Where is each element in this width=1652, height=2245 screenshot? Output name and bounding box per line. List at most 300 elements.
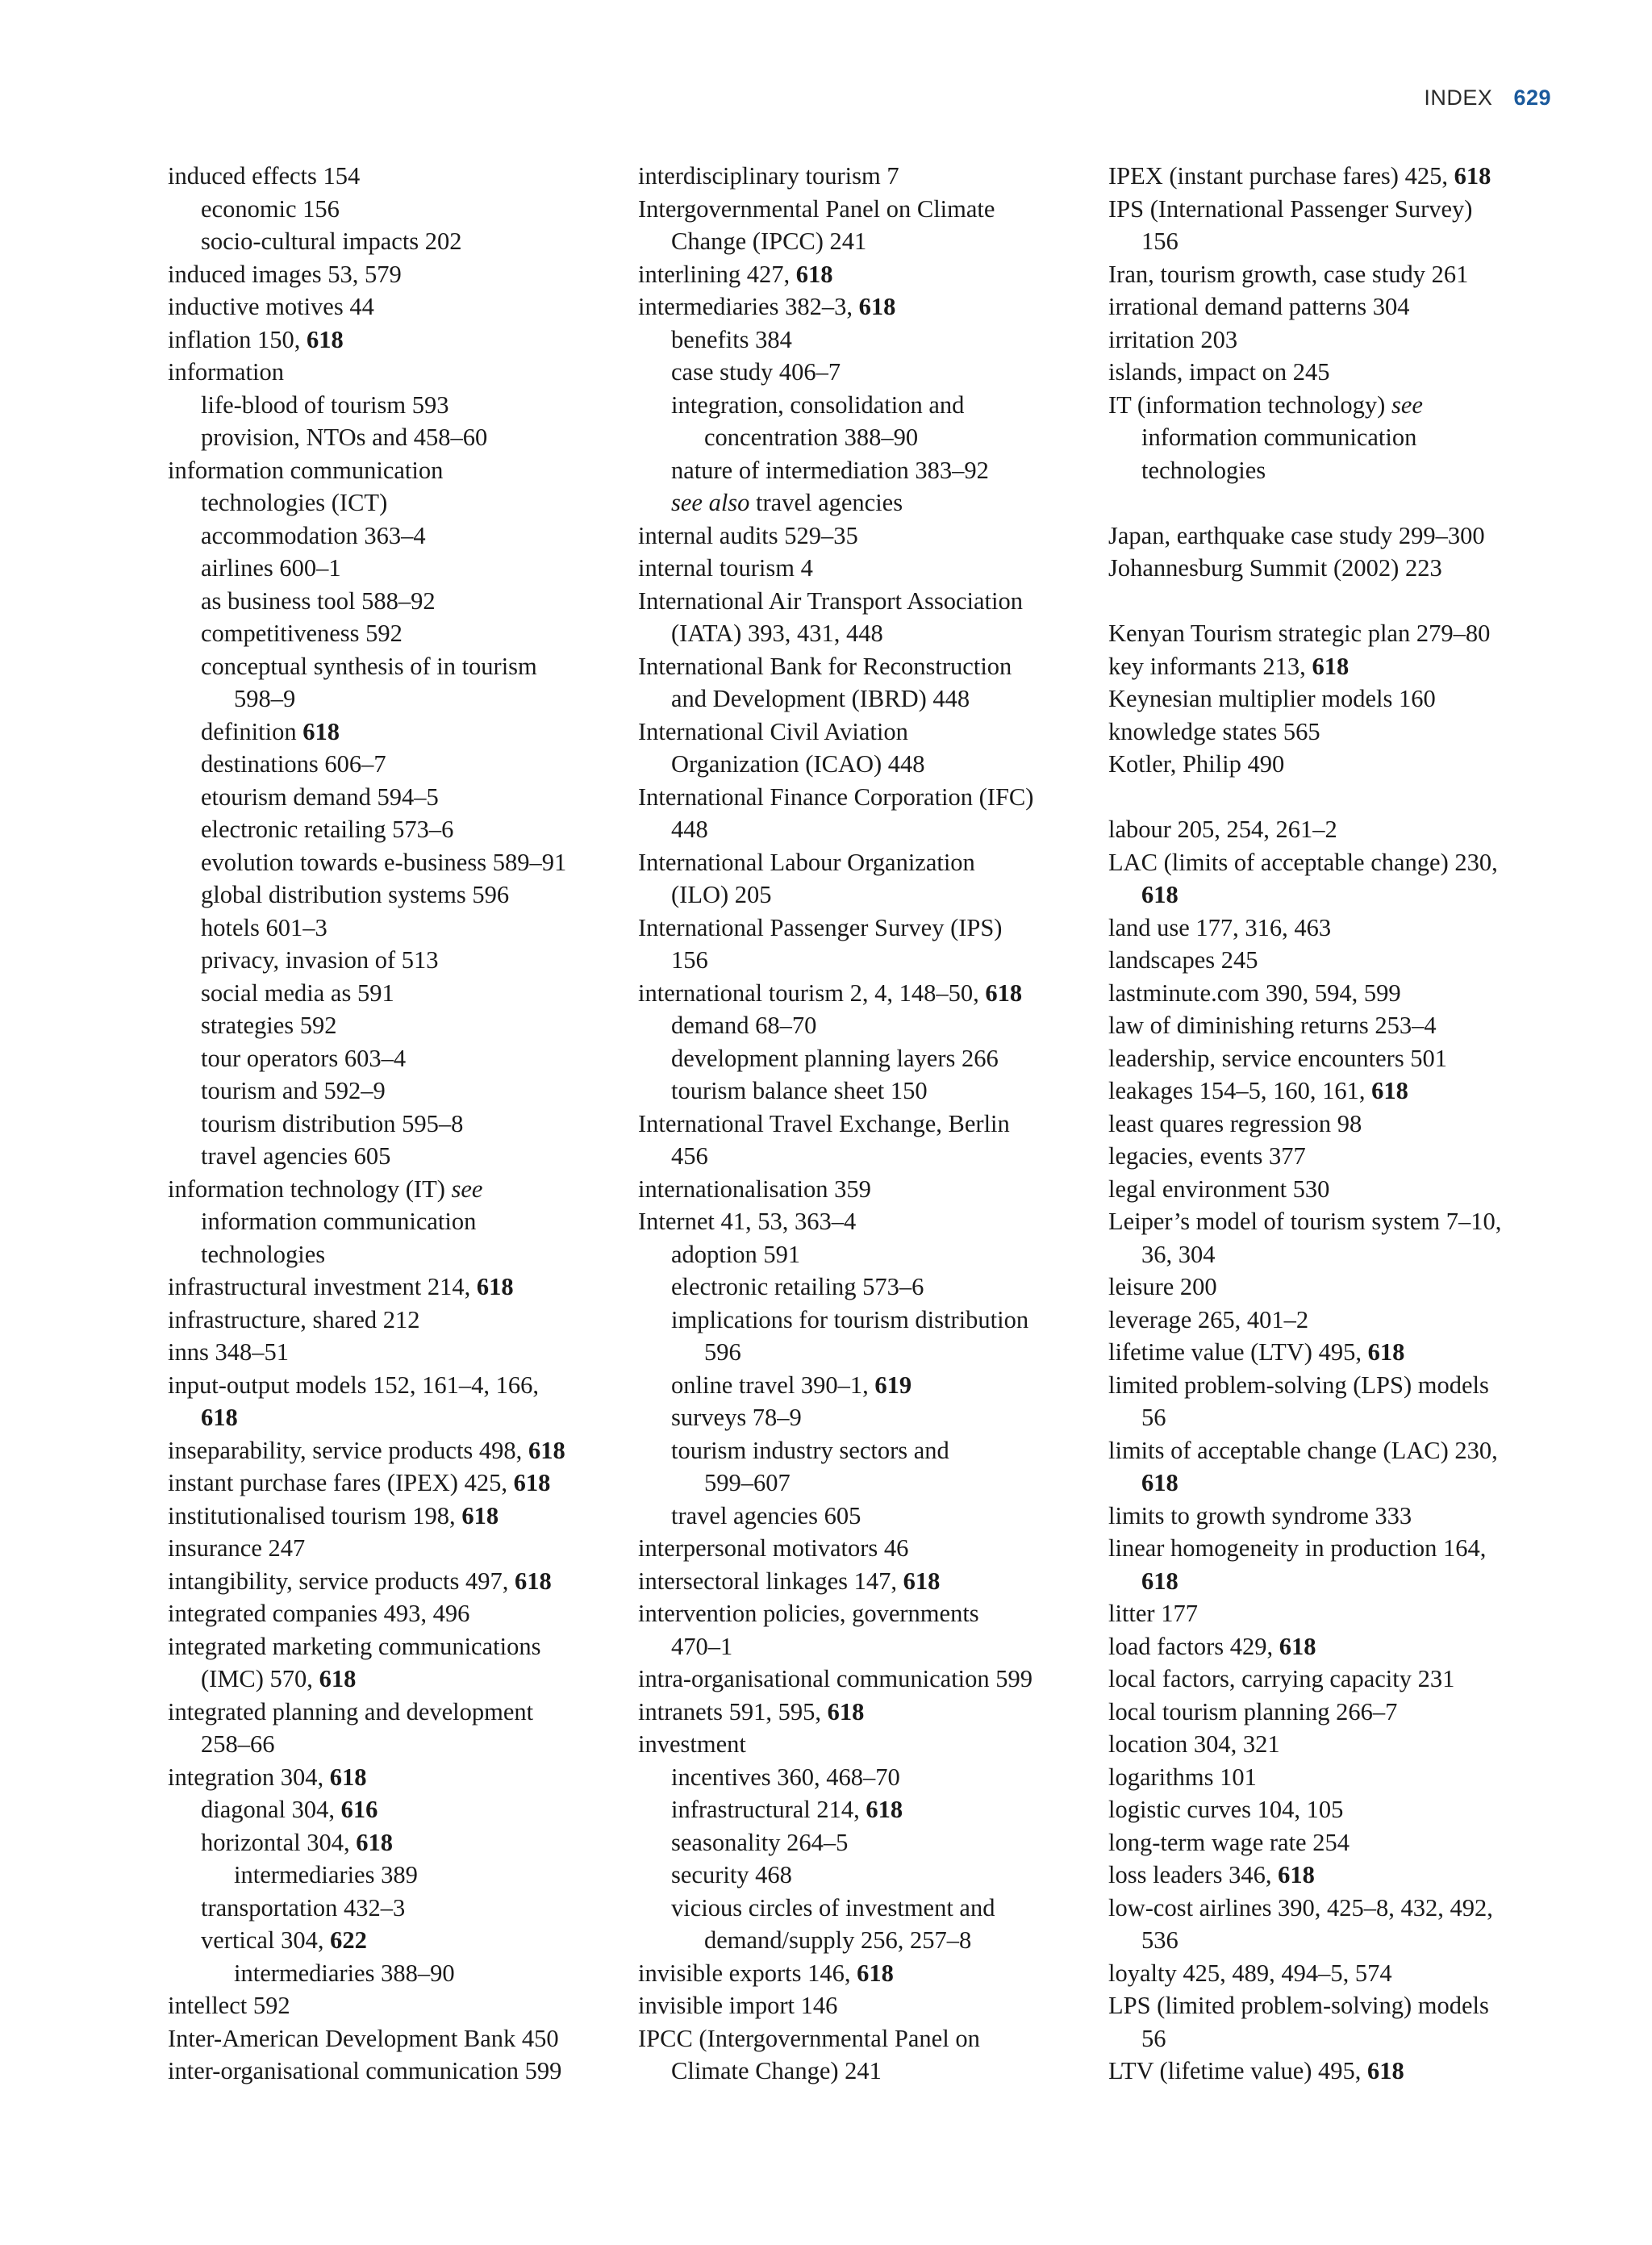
index-subentry <box>638 944 1078 977</box>
index-entry-text: landscapes 245 <box>1108 946 1258 974</box>
index-entry <box>168 356 607 389</box>
index-entry <box>638 1989 1078 2022</box>
index-entry-text: 618 <box>903 1567 941 1595</box>
index-entry-text: limits to growth syndrome 333 <box>1108 1501 1412 1529</box>
index-entry-text: and Development (IBRD) 448 <box>671 685 970 712</box>
index-entry-text: technologies <box>201 1240 326 1268</box>
index-subentry <box>638 748 1078 781</box>
index-entry <box>168 323 607 357</box>
index-entry-text: 618 <box>476 1273 514 1300</box>
index-entry-text: case study 406–7 <box>671 358 841 386</box>
index-entry-text: infrastructural investment 214, <box>168 1273 477 1300</box>
index-subentry <box>638 1304 1078 1337</box>
index-entry-text: Japan, earthquake case study 299–300 <box>1108 521 1485 549</box>
index-subentry <box>638 1075 1078 1108</box>
index-subentry <box>168 1042 607 1075</box>
index-entry <box>1108 1532 1548 1565</box>
index-entry-text: Leiper’s model of tourism system 7–10, <box>1108 1208 1502 1235</box>
index-subentry <box>168 1957 607 1990</box>
index-entry <box>638 650 1078 683</box>
index-entry-text: as business tool 588–92 <box>201 586 436 615</box>
index-entry-text: 156 <box>1141 227 1179 255</box>
index-entry-text: load factors 429, <box>1108 1632 1279 1660</box>
index-entry-text: International Civil Aviation <box>638 717 908 745</box>
index-subentry <box>638 682 1078 716</box>
index-subentry <box>638 1401 1078 1434</box>
index-entry-text: intermediaries 388–90 <box>234 1959 455 1987</box>
index-entry-text: 618 <box>1312 652 1350 680</box>
index-entry-text: integration 304, <box>168 1763 330 1791</box>
index-entry <box>168 1532 607 1565</box>
index-entry-text: legacies, events 377 <box>1108 1142 1306 1170</box>
index-entry-text: leisure 200 <box>1108 1273 1217 1300</box>
index-entry <box>638 846 1078 879</box>
index-entry <box>1108 1696 1548 1729</box>
index-entry-text: implications for tourism distribution <box>671 1305 1029 1333</box>
index-entry-text: International Bank for Reconstruction <box>638 652 1012 680</box>
index-entry-text: loyalty 425, 489, 494–5, 574 <box>1108 1959 1392 1987</box>
index-entry-text: 258–66 <box>201 1730 275 1758</box>
index-entry <box>1108 1728 1548 1761</box>
index-entry <box>638 912 1078 945</box>
index-entry <box>1108 1369 1548 1402</box>
index-entry-text: 618 <box>201 1404 238 1431</box>
index-entry-text: 618 <box>795 260 833 288</box>
index-entry-text: inflation 150, <box>168 325 307 353</box>
index-letter-gap <box>1108 585 1548 618</box>
index-entry-text: electronic retailing 573–6 <box>201 816 454 843</box>
index-entry <box>1108 944 1548 977</box>
index-entry-text: labour 205, 254, 261–2 <box>1108 816 1337 843</box>
index-entry <box>168 1696 607 1729</box>
index-entry-text: travel agencies 605 <box>201 1142 391 1170</box>
index-entry-text: infrastructure, shared 212 <box>168 1305 420 1333</box>
index-entry <box>1108 813 1548 846</box>
index-entry-text: 156 <box>671 946 708 974</box>
index-subentry <box>638 1009 1078 1042</box>
index-entry-text: Internet 41, 53, 363–4 <box>638 1208 857 1235</box>
index-subentry <box>1108 1924 1548 1957</box>
index-entry-text: demand 68–70 <box>671 1012 817 1039</box>
index-entry-text: intervention policies, governments <box>638 1600 979 1627</box>
index-subentry <box>1108 2022 1548 2055</box>
index-entry-text: leakages 154–5, 160, 161, <box>1108 1077 1372 1104</box>
index-entry-text: International Finance Corporation (IFC) <box>638 782 1034 811</box>
index-subentry <box>168 1663 607 1696</box>
index-entry-text: tourism distribution 595–8 <box>201 1109 464 1137</box>
index-entry-text: local tourism planning 266–7 <box>1108 1697 1398 1725</box>
index-subentry <box>638 1761 1078 1794</box>
index-entry-text: 618 <box>857 1959 894 1987</box>
index-entry <box>168 1761 607 1794</box>
index-entry <box>1108 682 1548 716</box>
index-entry-text: irritation 203 <box>1108 325 1238 353</box>
index-entry-text: International Travel Exchange, Berlin <box>638 1109 1010 1137</box>
index-entry <box>168 1173 607 1206</box>
index-entry-text: Johannesburg Summit (2002) 223 <box>1108 554 1442 582</box>
index-entry-text: inductive motives 44 <box>168 293 374 320</box>
index-entry-text: IPS (International Passenger Survey) <box>1108 194 1473 223</box>
index-entry-text: 616 <box>340 1796 378 1823</box>
index-entry-text: investment <box>638 1730 746 1758</box>
index-entry <box>1108 1663 1548 1696</box>
index-entry-text: see <box>1391 390 1423 419</box>
index-entry-text: infrastructural 214, <box>671 1796 866 1823</box>
index-entry-text: LAC (limits of acceptable change) 230, <box>1108 848 1498 876</box>
index-letter-gap <box>1108 486 1548 520</box>
index-entry-text: instant purchase fares (IPEX) 425, <box>168 1469 514 1496</box>
index-entry-text: horizontal 304, <box>201 1828 357 1856</box>
index-entry <box>168 454 607 487</box>
index-entry <box>1108 1075 1548 1108</box>
index-entry-text: information technology (IT) <box>168 1175 452 1203</box>
index-entry-text: security 468 <box>671 1861 792 1888</box>
index-entry <box>168 1336 607 1369</box>
index-entry <box>168 1630 607 1663</box>
index-subentry <box>638 486 1078 520</box>
index-entry-text: irrational demand patterns 304 <box>1108 293 1410 320</box>
index-entry-text: development planning layers 266 <box>671 1044 999 1072</box>
index-entry-text: 618 <box>985 979 1023 1007</box>
index-entry-text: Climate Change) 241 <box>671 2057 882 2084</box>
index-entry <box>638 1532 1078 1565</box>
index-entry-text: 470–1 <box>671 1632 733 1660</box>
index-entry <box>1108 1989 1548 2022</box>
index-entry <box>1108 1336 1548 1369</box>
index-entry-text: International Labour Organization <box>638 848 975 876</box>
index-subentry <box>168 813 607 846</box>
index-subentry <box>638 225 1078 258</box>
index-entry-text: intangibility, service products 497, <box>168 1567 515 1595</box>
index-entry-text: low-cost airlines 390, 425–8, 432, 492, <box>1108 1893 1493 1922</box>
index-entry <box>168 2022 607 2055</box>
index-subentry <box>638 421 1078 454</box>
index-entry <box>638 290 1078 323</box>
index-entry-text: 618 <box>515 1567 552 1595</box>
index-entry-text: 618 <box>356 1828 394 1856</box>
index-entry <box>638 1565 1078 1598</box>
index-subentry <box>168 617 607 650</box>
index-subentry <box>168 1205 607 1238</box>
index-entry-text: long-term wage rate 254 <box>1108 1828 1350 1856</box>
index-entry-text: 618 <box>329 1763 367 1791</box>
index-entry-text: IT (information technology) <box>1108 390 1391 419</box>
index-entry-text: induced effects 154 <box>168 162 361 190</box>
index-subentry <box>168 650 607 683</box>
index-entry <box>1108 1304 1548 1337</box>
index-entry <box>1108 356 1548 389</box>
index-entry-text: socio-cultural impacts 202 <box>201 227 462 255</box>
index-entry-text: 56 <box>1141 2024 1166 2052</box>
index-entry-text: 618 <box>319 1665 357 1692</box>
index-entry <box>638 2022 1078 2055</box>
index-entry-text: 622 <box>330 1926 367 1954</box>
index-entry <box>168 258 607 291</box>
index-entry-text: 618 <box>1367 2057 1404 2084</box>
index-subentry <box>638 1826 1078 1859</box>
index-entry-text: location 304, 321 <box>1108 1730 1280 1758</box>
index-entry-text: tour operators 603–4 <box>201 1044 407 1072</box>
index-subentry <box>168 552 607 585</box>
index-entry <box>1108 846 1548 879</box>
index-entry <box>638 552 1078 585</box>
index-entry-text: etourism demand 594–5 <box>201 782 439 811</box>
index-subentry <box>168 1924 607 1957</box>
index-entry-text: social media as 591 <box>201 979 394 1007</box>
index-subentry <box>168 1140 607 1173</box>
index-entry-text: internal tourism 4 <box>638 554 813 582</box>
index-entry-text: Inter-American Development Bank 450 <box>168 2024 559 2052</box>
index-entry <box>1108 1859 1548 1892</box>
index-entry-text: integrated planning and development <box>168 1697 534 1725</box>
index-subentry <box>638 454 1078 487</box>
index-entry <box>638 258 1078 291</box>
index-subentry <box>168 225 607 258</box>
index-subentry <box>638 1238 1078 1271</box>
index-entry-text: 36, 304 <box>1141 1240 1216 1268</box>
index-entry-text: demand/supply 256, 257–8 <box>704 1926 972 1954</box>
index-subentry <box>638 1859 1078 1892</box>
index-entry <box>638 193 1078 226</box>
index-entry <box>1108 617 1548 650</box>
index-subentry <box>168 878 607 912</box>
index-column-3 <box>1108 160 1548 2088</box>
index-entry-text: online travel 390–1, <box>671 1371 875 1399</box>
index-entry-text: logarithms 101 <box>1108 1763 1257 1791</box>
index-entry-text: transportation 432–3 <box>201 1893 406 1922</box>
index-entry-text: 596 <box>704 1338 741 1366</box>
index-entry <box>1108 1009 1548 1042</box>
index-entry <box>1108 748 1548 781</box>
index-subentry <box>638 389 1078 422</box>
index-entry-text: input-output models 152, 161–4, 166, <box>168 1371 540 1399</box>
index-entry-text: key informants 213, <box>1108 652 1312 680</box>
index-entry-text: (ILO) 205 <box>671 881 772 908</box>
index-entry <box>1108 1173 1548 1206</box>
index-entry <box>1108 1957 1548 1990</box>
index-subentry <box>168 846 607 879</box>
index-entry <box>168 1500 607 1533</box>
index-entry-text: litter 177 <box>1108 1600 1198 1627</box>
index-entry-text: competitiveness 592 <box>201 620 403 647</box>
index-subentry <box>638 1924 1078 1957</box>
index-subentry <box>1108 878 1548 912</box>
index-entry <box>1108 552 1548 585</box>
index-entry-text: travel agencies <box>749 489 903 516</box>
index-entry-text: 618 <box>513 1469 551 1496</box>
index-entry-text: 598–9 <box>234 685 296 712</box>
index-subentry <box>168 977 607 1010</box>
index-entry <box>1108 650 1548 683</box>
index-entry <box>1108 160 1548 193</box>
index-subentry <box>1108 1238 1548 1271</box>
index-subentry <box>1108 421 1548 454</box>
index-column-2 <box>638 160 1078 2088</box>
index-entry-text: LTV (lifetime value) 495, <box>1108 2057 1368 2084</box>
index-entry-text: law of diminishing returns 253–4 <box>1108 1012 1437 1039</box>
index-entry <box>1108 193 1548 226</box>
index-entry-text: privacy, invasion of 513 <box>201 946 439 974</box>
index-entry-text: economic 156 <box>201 194 340 223</box>
index-subentry <box>638 1336 1078 1369</box>
index-entry <box>638 1597 1078 1630</box>
index-entry <box>638 977 1078 1010</box>
index-entry-text: 56 <box>1141 1404 1166 1431</box>
index-entry <box>638 1957 1078 1990</box>
index-subentry <box>638 617 1078 650</box>
index-entry <box>1108 1826 1548 1859</box>
index-entry-text: islands, impact on 245 <box>1108 358 1330 386</box>
index-entry <box>638 585 1078 618</box>
index-entry-text: integrated marketing communications <box>168 1632 541 1660</box>
index-entry-text: internal audits 529–35 <box>638 521 858 549</box>
index-entry <box>1108 1761 1548 1794</box>
index-entry-text: leverage 265, 401–2 <box>1108 1305 1309 1333</box>
index-subentry <box>168 1728 607 1761</box>
index-entry-text: interdisciplinary tourism 7 <box>638 162 899 190</box>
index-entry <box>1108 258 1548 291</box>
index-entry-text: tourism industry sectors and <box>671 1436 949 1464</box>
index-subentry <box>168 1075 607 1108</box>
index-entry-text: nature of intermediation 383–92 <box>671 456 989 484</box>
index-subentry <box>168 193 607 226</box>
index-entry-text: 618 <box>1278 1861 1315 1888</box>
index-entry-text: integration, consolidation and <box>671 390 965 419</box>
index-subentry <box>1108 1467 1548 1500</box>
index-entry-text: seasonality 264–5 <box>671 1828 849 1856</box>
index-entry-text: 618 <box>866 1796 903 1823</box>
index-entry-text: loss leaders 346, <box>1108 1861 1279 1888</box>
index-entry-text: LPS (limited problem-solving) models <box>1108 1992 1489 2019</box>
index-entry-text: accommodation 363–4 <box>201 521 426 549</box>
index-entry-text: invisible exports 146, <box>638 1959 857 1987</box>
index-entry-text: 618 <box>1371 1077 1408 1104</box>
index-letter-gap <box>1108 781 1548 814</box>
index-entry-text: 618 <box>1141 881 1179 908</box>
index-entry-text: 599–607 <box>704 1469 791 1496</box>
index-subentry <box>168 421 607 454</box>
index-entry-text: 618 <box>306 325 344 353</box>
index-entry <box>168 1369 607 1402</box>
header-label: INDEX <box>1424 86 1493 110</box>
index-entry-text: institutionalised tourism 198, <box>168 1501 462 1529</box>
index-subentry <box>1108 454 1548 487</box>
index-entry-text: International Passenger Survey (IPS) <box>638 913 1003 941</box>
index-entry-text: benefits 384 <box>671 325 792 353</box>
index-entry-text: 618 <box>858 293 896 320</box>
index-entry <box>168 160 607 193</box>
index-entry-text: evolution towards e-business 589–91 <box>201 848 567 876</box>
index-subentry <box>638 1793 1078 1826</box>
index-entry-text: Kotler, Philip 490 <box>1108 750 1285 778</box>
index-entry <box>168 1304 607 1337</box>
index-subentry <box>168 748 607 781</box>
index-entry-text: interlining 427, <box>638 260 796 288</box>
index-entry-text: 618 <box>1454 162 1491 190</box>
index-entry <box>1108 1434 1548 1467</box>
index-entry-text: intellect 592 <box>168 1992 290 2019</box>
index-entry-text: provision, NTOs and 458–60 <box>201 424 488 451</box>
index-entry-text: intermediaries 382–3, <box>638 293 859 320</box>
index-entry-text: see <box>451 1175 483 1203</box>
index-subentry <box>168 1859 607 1892</box>
index-entry-text: (IMC) 570, <box>201 1665 319 1692</box>
index-entry-text: 619 <box>874 1371 912 1399</box>
index-entry <box>168 290 607 323</box>
index-entry-text: Iran, tourism growth, case study 261 <box>1108 260 1469 288</box>
index-entry <box>1108 1597 1548 1630</box>
index-entry-text: diagonal 304, <box>201 1796 341 1823</box>
index-entry-text: destinations 606–7 <box>201 750 386 778</box>
index-entry <box>638 160 1078 193</box>
index-entry-text: 618 <box>461 1501 499 1529</box>
index-entry <box>1108 1108 1548 1141</box>
index-subentry <box>1108 1565 1548 1598</box>
index-entry-text: information communication <box>201 1208 477 1235</box>
index-entry-text: tourism and 592–9 <box>201 1077 386 1104</box>
index-entry <box>1108 1140 1548 1173</box>
index-entry-text: 536 <box>1141 1926 1179 1954</box>
index-entry <box>168 1467 607 1500</box>
index-entry-text: Intergovernmental Panel on Climate <box>638 194 995 223</box>
index-entry-text: IPEX (instant purchase fares) 425, <box>1108 162 1454 190</box>
index-entry-text: 456 <box>671 1142 708 1170</box>
index-subentry <box>168 486 607 520</box>
index-entry-text: travel agencies 605 <box>671 1501 861 1529</box>
index-entry-text: (IATA) 393, 431, 448 <box>671 620 883 647</box>
index-entry-text: induced images 53, 579 <box>168 260 402 288</box>
index-subentry <box>638 1467 1078 1500</box>
index-subentry <box>168 682 607 716</box>
index-entry-text: internationalisation 359 <box>638 1175 871 1203</box>
index-entry-text: Kenyan Tourism strategic plan 279–80 <box>1108 620 1491 647</box>
index-entry-text: limited problem-solving (LPS) models <box>1108 1371 1489 1399</box>
index-subentry <box>638 1271 1078 1304</box>
index-entry-text: vertical 304, <box>201 1926 331 1954</box>
index-entry <box>1108 1205 1548 1238</box>
index-subentry <box>168 1108 607 1141</box>
index-entry-text: global distribution systems 596 <box>201 881 510 908</box>
index-entry-text: intersectoral linkages 147, <box>638 1567 903 1595</box>
index-subentry <box>638 1042 1078 1075</box>
index-subentry <box>638 878 1078 912</box>
index-entry <box>638 1205 1078 1238</box>
index-entry-text: 618 <box>1141 1469 1179 1496</box>
index-entry <box>638 1696 1078 1729</box>
index-subentry <box>168 1793 607 1826</box>
index-subentry <box>638 1630 1078 1663</box>
index-entry-text: information communication <box>1141 424 1417 451</box>
index-entry-text: information <box>168 358 284 386</box>
index-entry-text: IPCC (Intergovernmental Panel on <box>638 2024 980 2052</box>
index-entry-text: vicious circles of investment and <box>671 1893 995 1922</box>
index-entry-text: lifetime value (LTV) 495, <box>1108 1338 1368 1366</box>
index-entry-text: inns 348–51 <box>168 1338 289 1366</box>
index-subentry <box>168 944 607 977</box>
index-entry-text: inseparability, service products 498, <box>168 1436 528 1464</box>
index-subentry <box>638 813 1078 846</box>
index-subentry <box>168 1892 607 1925</box>
index-entry-text: Organization (ICAO) 448 <box>671 750 925 778</box>
index-entry <box>1108 1271 1548 1304</box>
index-entry-text: lastminute.com 390, 594, 599 <box>1108 979 1401 1007</box>
index-subentry <box>168 781 607 814</box>
index-entry <box>168 1597 607 1630</box>
index-entry <box>638 781 1078 814</box>
index-entry-text: 448 <box>671 816 708 843</box>
index-entry-text: insurance 247 <box>168 1534 306 1562</box>
running-header <box>1424 86 1551 111</box>
